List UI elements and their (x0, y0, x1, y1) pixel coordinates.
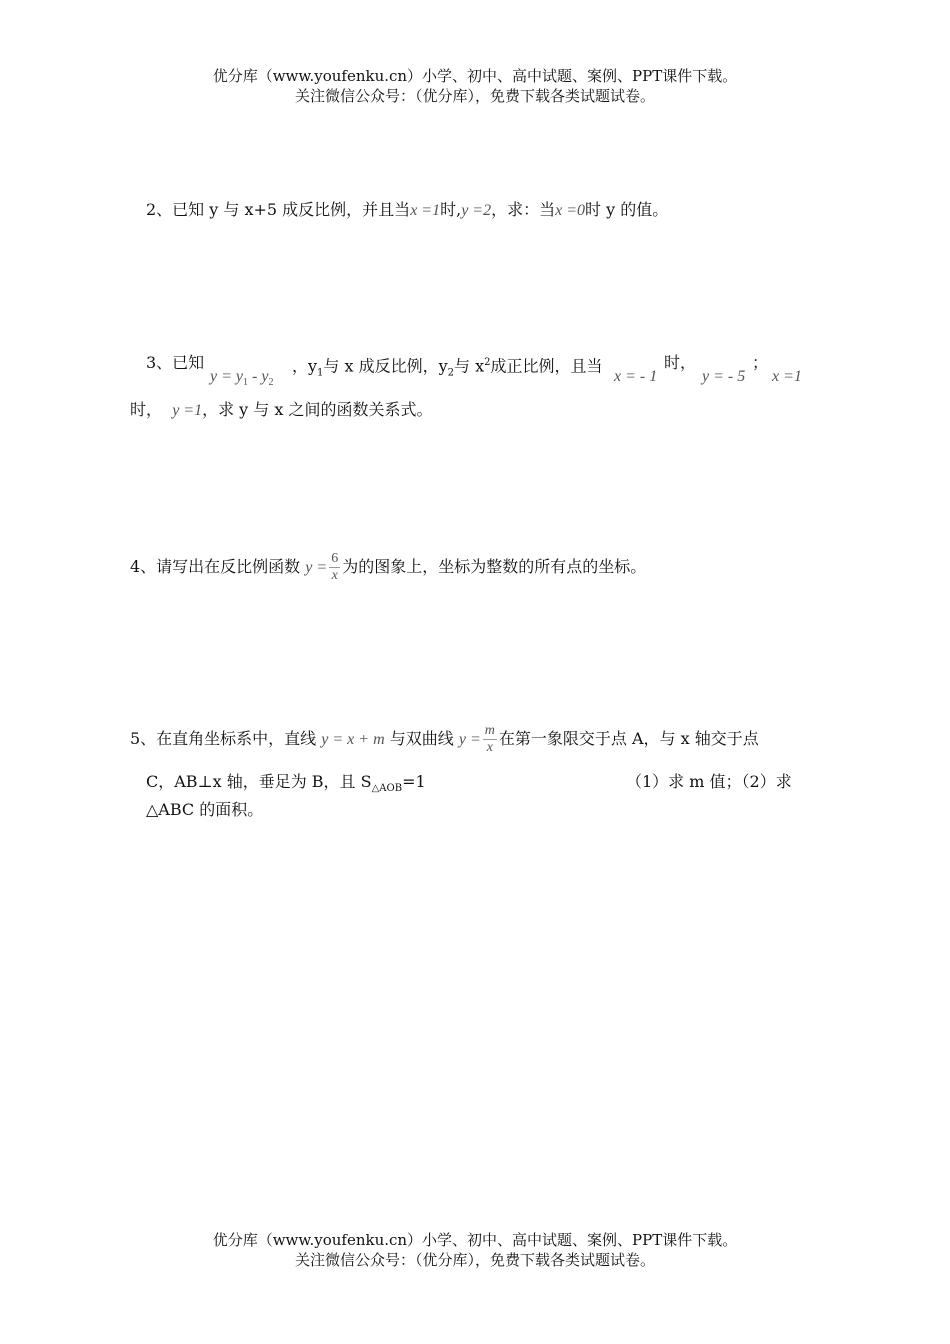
question-3-cond-y: y = - 5 (702, 368, 746, 385)
question-3-text: ，$y_1$与 x 成反比例，$y_2$与 $x^2$成正比例，且当 (292, 356, 603, 379)
fraction-m-over-x: $\frac{m}{x}$ (484, 723, 495, 755)
header-line-2: 关注微信公众号：（优分库），免费下载各类试题试卷。 (294, 87, 655, 105)
question-3-line-2: 时， y =1，求 y 与 x 之间的函数关系式。 (130, 400, 433, 419)
question-3-shi: 时， (664, 353, 697, 372)
question-3-line-1: 3、已知 (146, 353, 205, 372)
question-3-cond-x2: x =1 (772, 368, 802, 385)
question-3-cond-x: x = - 1 (614, 368, 658, 385)
footer-line-1: 优分库（www.youfenku.cn）小学、初中、高中试题、案例、PPT课件下载。 (212, 1231, 738, 1249)
header-line-1: 优分库（www.youfenku.cn）小学、初中、高中试题、案例、PPT课件下载。 (212, 67, 738, 85)
question-3-formula: $y = y_1 - y_2$ (210, 368, 274, 389)
fraction-6-over-x: $\frac{6}{x}$ (331, 551, 339, 583)
footer-line-2: 关注微信公众号：（优分库），免费下载各类试题试卷。 (294, 1251, 655, 1269)
page-footer (0, 1230, 950, 1270)
page-header (0, 66, 950, 106)
question-2: 2、已知 y 与 x+5 成反比例，并且当x =1时,y =2，求：当x =0时 y 的值。 (146, 200, 669, 219)
question-4: 4、请写出在反比例函数 y = $\frac{6}{x}$ 为的图象上，坐标为整数的所有点的坐标。 (130, 551, 647, 583)
question-3-semicolon: ； (752, 353, 769, 372)
question-5-subquestions: （1）求 m 值；（2）求 (626, 772, 792, 791)
question-5-line-1: 5、在直角坐标系中，直线 y = x + m 与双曲线 y = $\frac{m}{x}$ 在第一象限交于点 A，与 x 轴交于点 (130, 723, 759, 755)
question-5-line-2: C，AB⊥x 轴，垂足为 B，且 $S_{\triangle AOB}=1$ (146, 772, 426, 795)
question-5-line-3: △ABC 的面积。 (146, 800, 264, 819)
